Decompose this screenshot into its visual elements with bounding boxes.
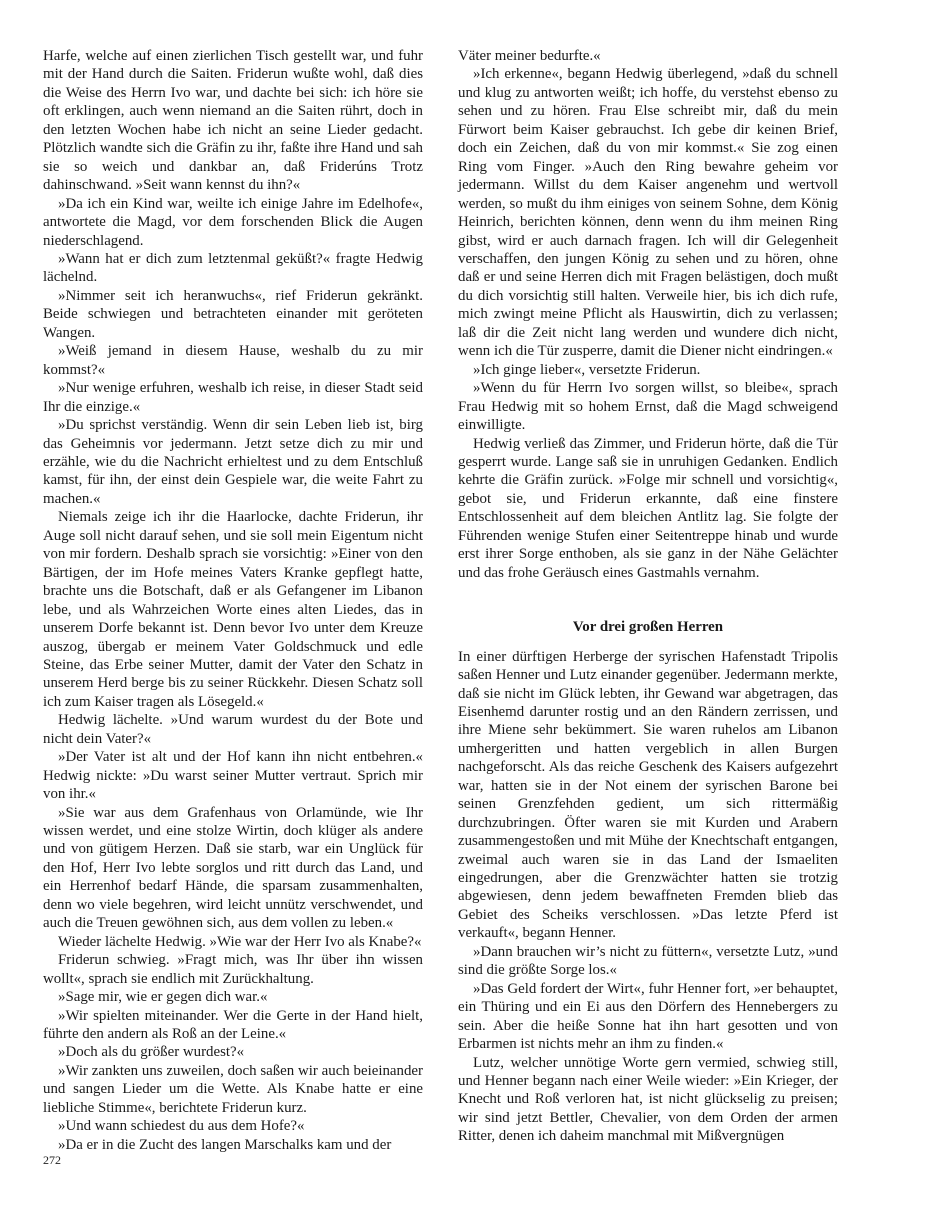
paragraph: Niemals zeige ich ihr die Haarlocke, dachte Friderun, ihr Auge soll nicht darauf sehen, und sie soll mein Eigentum nicht von mir fordern. Deshalb sprach sie vorsichtig: »Einer von den Bärtigen, der im Hofe meines Vaters Kranke gepflegt hatte, brachte uns die Botschaft, daß er als Gefangener im Libanon lebe, und als Wahrzeichen Worte eines alten Liedes, das in unserem Dorfe bekannt ist. Denn bevor Ivo unter dem Kreuze auszog, übergab er meinem Vater Goldschmuck und edle Steine, das Erbe seiner Mutter, damit der Vater den Schatz in unserem Herd berge bis zu seiner Rückkehr. Diesen Schatz soll ich zum Kaiser tragen als Lösegeld.« <box>43 509 423 710</box>
paragraph: »Das Geld fordert der Wirt«, fuhr Henner fort, »er behauptet, ein Thüring und ein Ei aus den Dörfern des Hennebergers zu sein. Aber die heiße Sonne hat ihn hart gesotten und von Erbarmen ist nichts mehr an ihm zu finden.« <box>458 980 838 1053</box>
paragraph: »Doch als du größer wurdest?« <box>58 1044 245 1061</box>
paragraph: »Nimmer seit ich heranwuchs«, rief Friderun gekränkt. Beide schwiegen und betrachteten einander mit geröteten Wangen. <box>43 287 423 341</box>
paragraph: Väter meiner bedurfte.« <box>458 48 601 64</box>
paragraph: Friderun schwieg. »Fragt mich, was Ihr über ihn wissen wollt«, sprach sie endlich mit Zurückhaltung. <box>43 952 423 987</box>
paragraph: »Sie war aus dem Grafenhaus von Orlamünde, wie Ihr wissen werdet, und eine stolze Wirtin, doch klüger als andere und von gütigem Herzen. Daß sie starb, war ein Unglück für den Hof, Herr Ivo lebte sorglos und ritt durch das Land, und ein Herrenhof bedarf Hände, die sparsam zusammenhalten, denn wo viele begehren, wird leicht unnütz verschwendet, und auch die Treuen gewöhnen sich, aus dem vollen zu leben.« <box>43 804 423 932</box>
right-column-text-after <box>458 648 838 1146</box>
paragraph: »Da er in die Zucht des langen Marschalks kam und der <box>58 1136 392 1153</box>
right-column-text-before <box>458 47 838 582</box>
paragraph: »Wir spielten miteinander. Wer die Gerte in der Hand hielt, führte den andern als Roß an der Leine.« <box>43 1007 423 1043</box>
paragraph: »Sage mir, wie er gegen dich war.« <box>58 989 268 1006</box>
paragraph: »Der Vater ist alt und der Hof kann ihn nicht entbehren.« Hedwig nickte: »Du warst seiner Mutter vertraut. Sprich mir von ihr.« <box>43 749 423 803</box>
paragraph: »Nur wenige erfuhren, weshalb ich reise, in dieser Stadt seid Ihr die einzige.« <box>43 380 423 415</box>
paragraph: »Wir zankten uns zuweilen, doch saßen wir auch beieinander und sangen Lieder um die Wette. Als Knabe hatte er eine liebliche Stimme«, berichtete Friderun kurz. <box>43 1062 423 1116</box>
paragraph: »Und wann schiedest du aus dem Hofe?« <box>58 1118 305 1135</box>
page-number: 272 <box>43 1153 61 1167</box>
paragraph: In einer dürftigen Herberge der syrischen Hafenstadt Tripolis saßen Henner und Lutz einander gegenüber. Jedermann merkte, daß sie nicht im Glück lebten, ihr Gewand war abgetragen, das Eisenhemd darunter rostig und an den Rändern zerrissen, und ihre Miene sehr bekümmert. Sie waren ruhelos am Libanon umhergeritten und hatten vergeblich in allen Burgen nachgeforscht. Als das reiche Geschenk des Kaisers aufgezehrt war, hatten sie in der Not einem der syrischen Barone bei seinen Grenzfehden gedient, um sich rittermäßig durchzubringen. Öfter waren sie mit Kurden und Arabern zusammengestoßen und mit Mühe der Knechtschaft entgangen, zweimal auch waren sie in das Land der Ismaeliten eingedrungen, aber die Grenzwächter hatten sie trotzig abgewiesen, denn jedem bewaffneten Fremden blieb das Gebiet des Scheiks verschlossen. »Das letzte Pferd ist verkauft«, begann Henner. <box>458 648 838 942</box>
right-column <box>458 47 838 1146</box>
section-heading: Vor drei großen Herren <box>572 619 724 636</box>
paragraph: »Da ich ein Kind war, weilte ich einige Jahre im Edelhofe«, antwortete die Magd, vor dem forschenden Blick die Augen niederschlagend. <box>43 195 423 249</box>
paragraph: »Ich ginge lieber«, versetzte Friderun. <box>473 361 701 378</box>
paragraph: »Ich erkenne«, begann Hedwig überlegend, »daß du schnell und klug zu antworten weißt; ich hoffe, du verstehst ebenso zu sehen und zu hören. Frau Else schreibt mir, daß du mein Fürwort beim Kaiser gebrauchst. Ich gebe dir keinen Brief, doch ein Zeichen, daß du von mir kommst.« Sie zog einen Ring vom Finger. »Auch den Ring bewahre geheim vor jedermann. Willst du dem Kaiser angenehm und wertvoll werden, so mußt du ihm einiges von seinem Sohne, dem König Heinrich, berichten können, denn wenn du ihm meinen Ring gibst, wird er auch darnach fragen. Ich will dir Gelegenheit verschaffen, den jungen König zu sehen und zu hören, ohne daß er und seine Herren dich mit Fragen belästigen, doch mußt du dich vorsichtig still halten. Verweile hier, bis ich dich rufe, mich zwingt meine Pflicht als Hauswirtin, dich zu verlassen; laß dir die Zeit nicht lang werden und wundere dich nicht, wenn ich die Tür zusperre, damit die Diener nicht eindringen.« <box>458 66 838 360</box>
paragraph: »Dann brauchen wir’s nicht zu füttern«, versetzte Lutz, »und sind die größte Sorge los.« <box>458 943 838 979</box>
paragraph: »Weiß jemand in diesem Hause, weshalb du zu mir kommst?« <box>43 343 423 378</box>
paragraph: Hedwig verließ das Zimmer, und Friderun hörte, daß die Tür gesperrt wurde. Lange saß sie in unruhigen Gedanken. Endlich kehrte die Gräfin zurück. »Folge mir schnell und vorsichtig«, gebot sie, und Friderun erkannte, daß eine finstere Entschlossenheit auf dem bleichen Antlitz lag. Sie folgte der Führenden wenige Stufen einer Seitentreppe hinab und wurde erst ihrer Sorge enthoben, als sie ganz in der Nähe Gelächter und das frohe Geräusch eines Gastmahls vernahm. <box>458 435 838 581</box>
paragraph: Hedwig lächelte. »Und warum wurdest du der Bote und nicht dein Vater?« <box>43 712 423 747</box>
paragraph: Wieder lächelte Hedwig. »Wie war der Herr Ivo als Knabe?« <box>58 933 422 950</box>
paragraph: Lutz, welcher unnötige Worte gern vermied, schwieg still, und Henner begann nach einer Weile wieder: »Ein Krieger, der Knecht und Roß verloren hat, ist nicht glückselig zu preisen; wir sind jetzt Bettler, Chevalier, von dem Orden der armen Ritter, denen ich daheim manchmal mit Mißvergnügen <box>458 1054 838 1145</box>
paragraph: »Du sprichst verständig. Wenn dir sein Leben lieb ist, birg das Geheimnis vor jedermann. Jetzt setze dich zu mir und erzähle, wie du die Nachricht erhieltest und zu dem Entschluß kamst, für ihn, der einst dein Gespiele war, die weite Fahrt zu machen.« <box>43 417 423 507</box>
paragraph: Harfe, welche auf einen zierlichen Tisch gestellt war, und fuhr mit der Hand durch die Saiten. Friderun wußte wohl, daß dies die Weise des Herrn Ivo war, und dachte bei sich: ich höre sie oft erklingen, auch wenn niemand an die Saiten rührt, doch in den letzten Wochen habe ich nicht an seine Lieder gedacht. Plötzlich wandte sich die Gräfin zu ihr, faßte ihre Hand und sah sie so weich und dankbar an, daß Friderúns Trotz dahinschwand. »Seit wann kennst du ihn?« <box>43 48 423 194</box>
paragraph: »Wann hat er dich zum letztenmal geküßt?« fragte Hedwig lächelnd. <box>43 250 423 286</box>
left-column <box>43 47 423 1154</box>
paragraph: »Wenn du für Herrn Ivo sorgen willst, so bleibe«, sprach Frau Hedwig mit so hohem Ernst, daß die Magd schweigend einwilligte. <box>458 380 838 434</box>
